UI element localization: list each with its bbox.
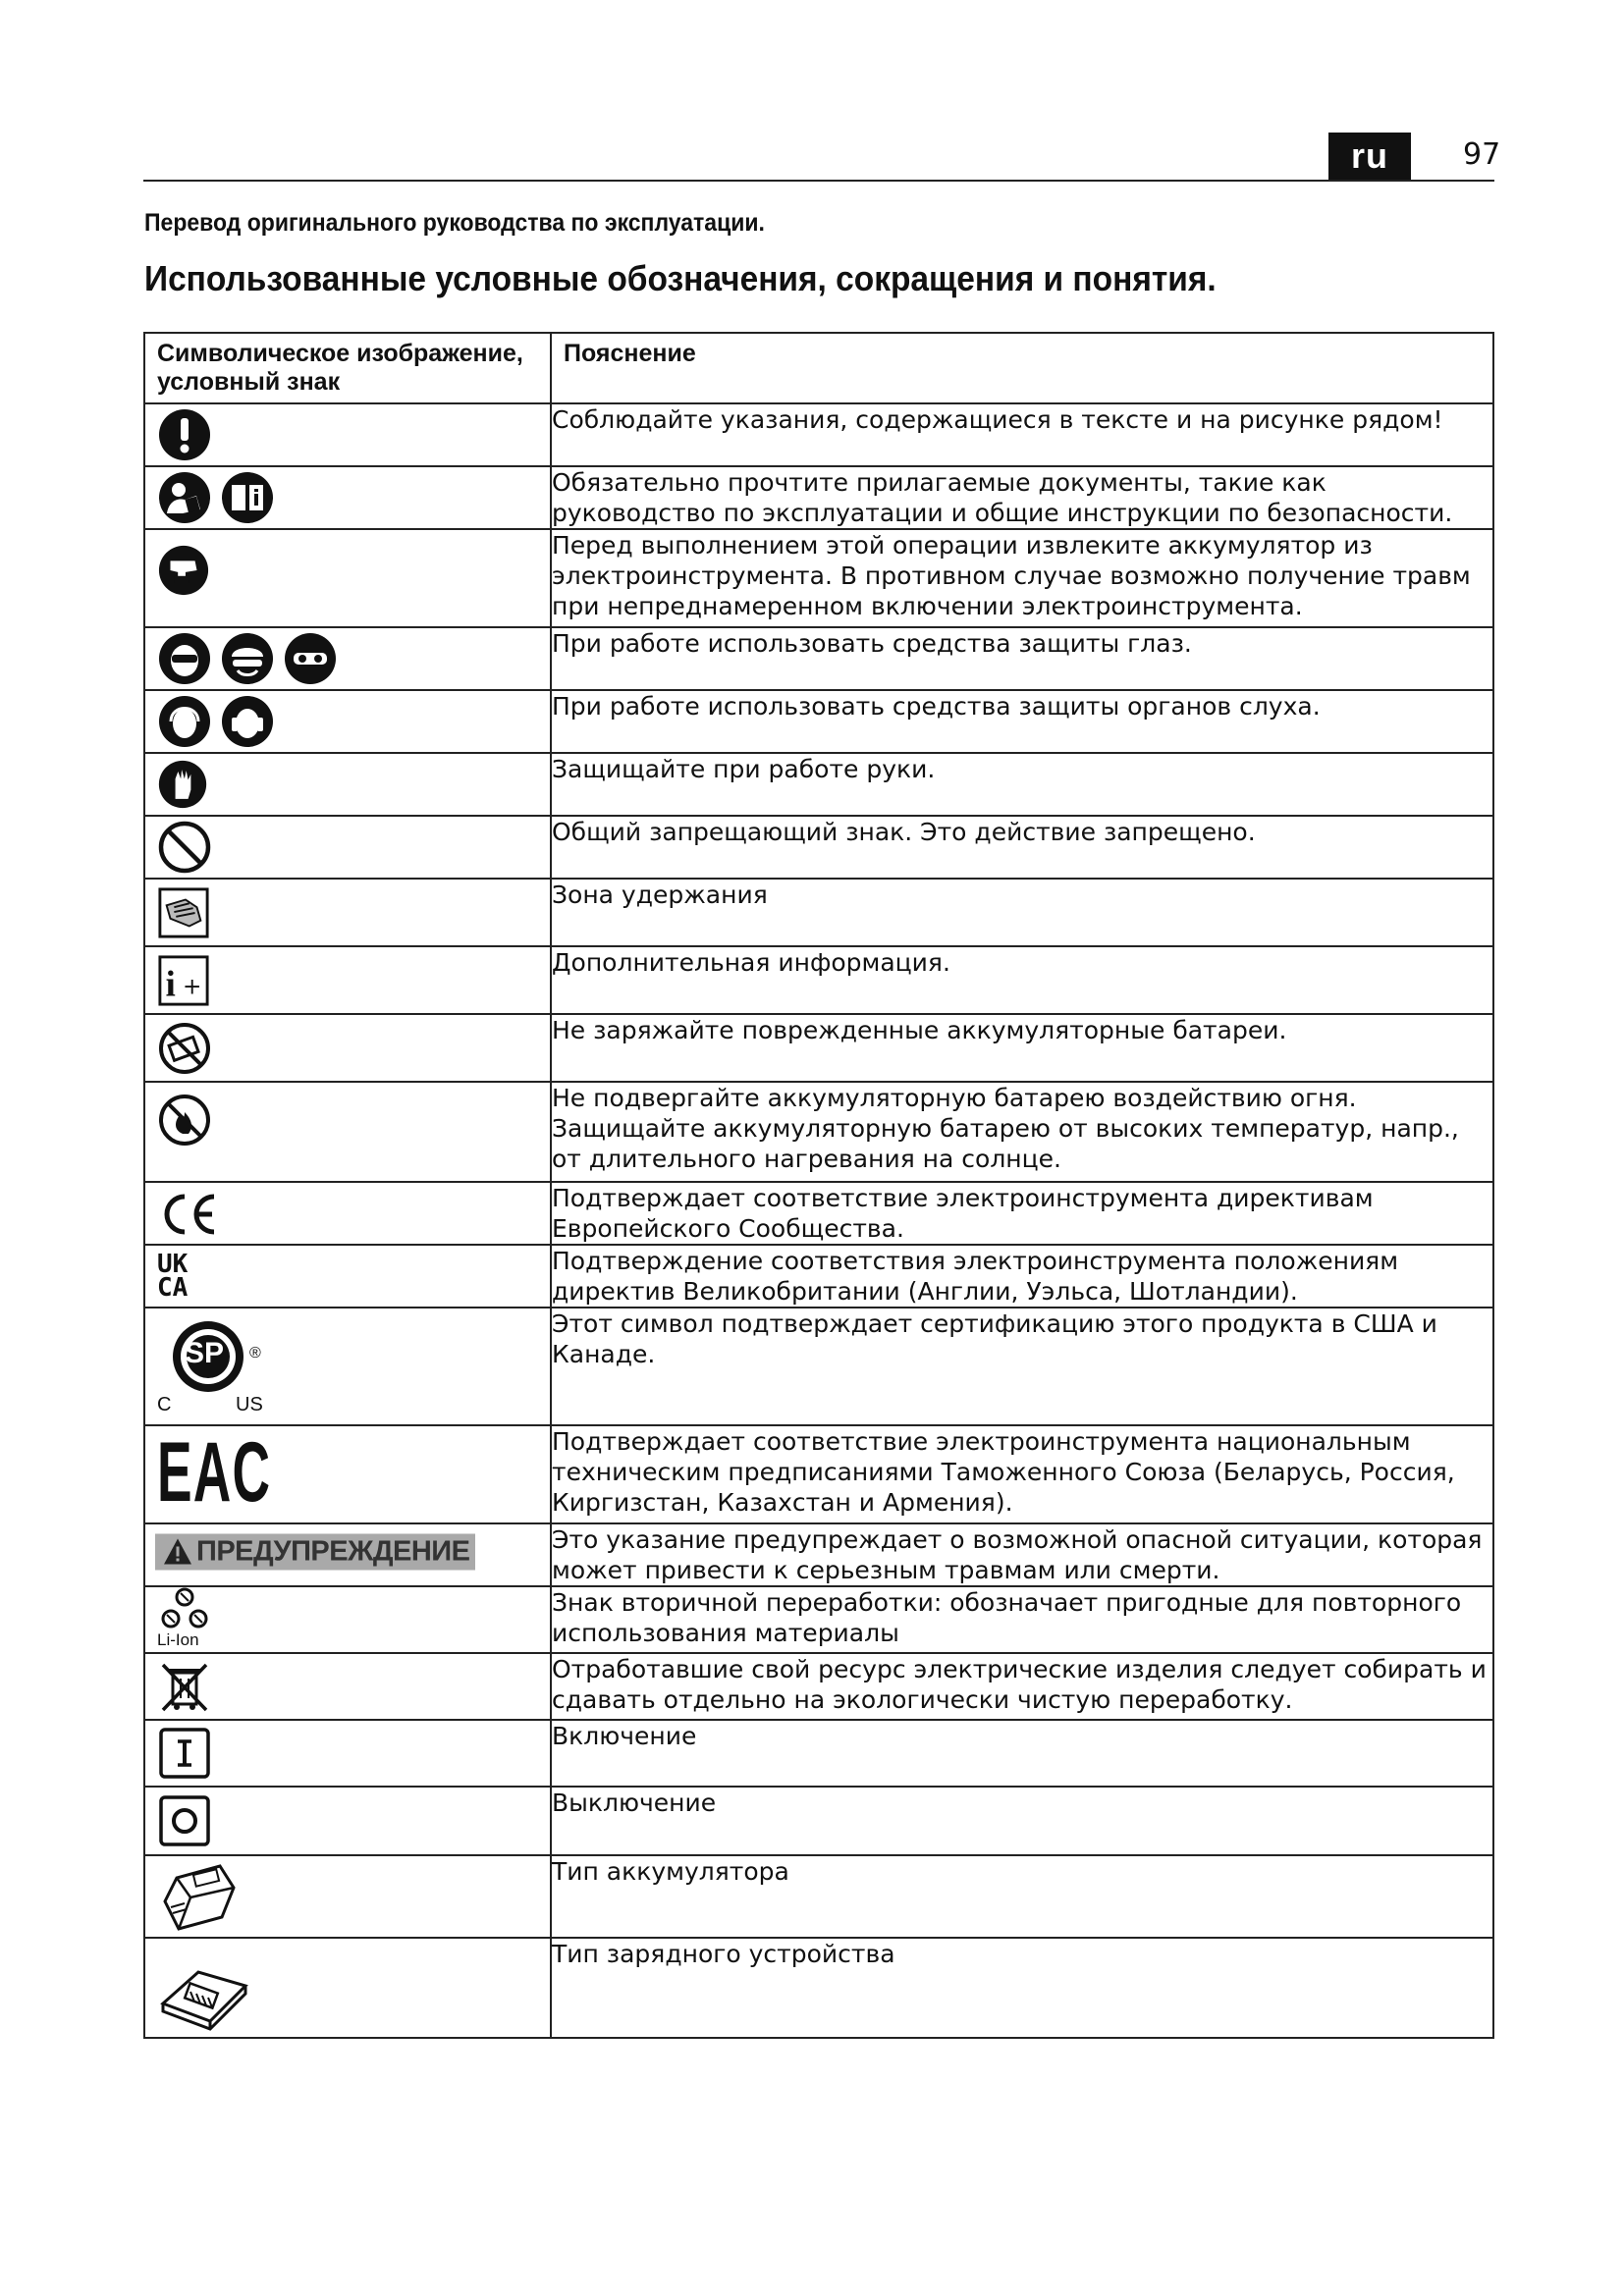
header-rule bbox=[143, 180, 1494, 182]
ce-mark-icon bbox=[157, 1189, 218, 1238]
weee-bin-icon bbox=[157, 1659, 212, 1714]
ca-text: CA bbox=[157, 1273, 189, 1303]
table-row bbox=[144, 946, 1493, 1014]
row-text: Общий запрещающий знак. Это действие запрещено. bbox=[551, 816, 1493, 879]
page-title: Использованные условные обозначения, сокращения и понятия. bbox=[144, 258, 1217, 298]
battery-type-icon bbox=[157, 1858, 240, 1935]
col-header-explanation: Пояснение bbox=[551, 333, 1493, 403]
row-text: Подтверждает соответствие электроинструмента национальным техническим предписаниями Таможенного Союза (Беларусь, Россия, Киргизстан, Казахстан и Армения). bbox=[551, 1425, 1493, 1523]
row-text: Включение bbox=[551, 1720, 1493, 1787]
row-text: При работе использовать средства защиты глаз. bbox=[551, 627, 1493, 690]
row-text: Перед выполнением этой операции извлеките аккумулятор из электроинструмента. В противном случае возможно получение травм при непреднамеренном включении электроинструмента. bbox=[551, 529, 1493, 627]
manual-book-icon bbox=[220, 470, 275, 525]
csa-mark-icon bbox=[157, 1317, 265, 1415]
csa-c-text: C bbox=[157, 1394, 172, 1415]
table-row bbox=[144, 1182, 1493, 1245]
col-header-symbol: Символическое изображение, условный знак bbox=[144, 333, 551, 403]
safety-goggles-icon bbox=[283, 631, 338, 686]
table-row bbox=[144, 753, 1493, 816]
table-row bbox=[144, 1082, 1493, 1182]
plus-glyph: + bbox=[183, 974, 202, 999]
table-row bbox=[144, 403, 1493, 466]
row-text: Обязательно прочтите прилагаемые документы, такие как руководство по эксплуатации и общие инструкции по безопасности. bbox=[551, 466, 1493, 529]
row-text: Знак вторичной переработки: обозначает пригодные для повторного использования материалы bbox=[551, 1586, 1493, 1653]
csa-center-text: SP bbox=[185, 1337, 225, 1369]
row-text: Отработавшие свой ресурс электрические изделия следует собирать и сдавать отдельно на экологически чистую переработку. bbox=[551, 1653, 1493, 1720]
table-row bbox=[144, 1245, 1493, 1308]
grip-zone-icon bbox=[157, 886, 210, 939]
row-text: Не подвергайте аккумуляторную батарею воздействию огня. Защищайте аккумуляторную батарею от высоких температур, напр., от длительного нагревания на солнце. bbox=[551, 1082, 1493, 1182]
warning-label-text: ПРЕДУПРЕЖДЕНИЕ bbox=[196, 1535, 470, 1568]
table-row bbox=[144, 1014, 1493, 1082]
page-number: 97 bbox=[1463, 137, 1501, 172]
row-text: Защищайте при работе руки. bbox=[551, 753, 1493, 816]
csa-us-text: US bbox=[236, 1394, 263, 1415]
prohibition-icon bbox=[157, 820, 212, 875]
row-text: Выключение bbox=[551, 1787, 1493, 1855]
recycling-li-ion-icon bbox=[155, 1587, 214, 1652]
li-ion-text: Li-Ion bbox=[157, 1630, 199, 1649]
charger-type-icon bbox=[157, 1958, 251, 2033]
table-row bbox=[144, 529, 1493, 627]
hand-protection-icon bbox=[157, 759, 208, 810]
table-row bbox=[144, 816, 1493, 879]
read-manual-icon bbox=[157, 470, 212, 525]
language-badge: ru bbox=[1328, 133, 1411, 180]
face-shield-icon bbox=[157, 631, 212, 686]
ukca-mark-icon bbox=[157, 1250, 189, 1303]
no-charge-damaged-battery-icon bbox=[157, 1021, 212, 1076]
table-row bbox=[144, 879, 1493, 946]
table-row bbox=[144, 1855, 1493, 1938]
attention-icon bbox=[157, 407, 212, 462]
table-row bbox=[144, 1720, 1493, 1787]
table-row bbox=[144, 1653, 1493, 1720]
row-text: Тип зарядного устройства bbox=[551, 1938, 1493, 2038]
symbols-table bbox=[143, 332, 1494, 2039]
power-on-icon bbox=[157, 1726, 212, 1781]
row-text: Не заряжайте поврежденные аккумуляторные батареи. bbox=[551, 1014, 1493, 1082]
ear-muffs-icon bbox=[220, 694, 275, 749]
eye-protection-icon bbox=[220, 631, 275, 686]
document-subtitle: Перевод оригинального руководства по эксплуатации. bbox=[144, 209, 765, 237]
table-header-row bbox=[144, 333, 1493, 403]
warning-label-icon bbox=[155, 1533, 475, 1570]
row-text: Тип аккумулятора bbox=[551, 1855, 1493, 1938]
row-text: Дополнительная информация. bbox=[551, 946, 1493, 1014]
no-fire-battery-icon bbox=[157, 1093, 212, 1148]
row-text: Подтверждает соответствие электроинструмента директивам Европейского Сообщества. bbox=[551, 1182, 1493, 1245]
table-row bbox=[144, 690, 1493, 753]
row-text: Это указание предупреждает о возможной опасной ситуации, которая может привести к серьезным травмам или смерти. bbox=[551, 1523, 1493, 1586]
table-row bbox=[144, 1586, 1493, 1653]
warning-triangle-icon bbox=[163, 1538, 192, 1566]
power-off-icon bbox=[157, 1793, 212, 1848]
row-text: Этот символ подтверждает сертификацию этого продукта в США и Канаде. bbox=[551, 1308, 1493, 1425]
remove-battery-icon bbox=[157, 544, 210, 597]
table-row bbox=[144, 1787, 1493, 1855]
table-row bbox=[144, 1938, 1493, 2038]
table-row bbox=[144, 466, 1493, 529]
row-text: При работе использовать средства защиты органов слуха. bbox=[551, 690, 1493, 753]
row-text: Подтверждение соответствия электроинструмента положениям директив Великобритании (Англии, Уэльса, Шотландии). bbox=[551, 1245, 1493, 1308]
uk-text: UK bbox=[157, 1250, 189, 1279]
csa-reg-text: ® bbox=[249, 1345, 261, 1362]
row-text: Соблюдайте указания, содержащиеся в тексте и на рисунке рядом! bbox=[551, 403, 1493, 466]
table-row bbox=[144, 1425, 1493, 1523]
info-plus-icon bbox=[157, 954, 210, 1007]
table-row bbox=[144, 1523, 1493, 1586]
eac-mark-icon: EAC bbox=[157, 1425, 272, 1521]
row-text: Зона удержания bbox=[551, 879, 1493, 946]
hearing-protection-icon bbox=[157, 694, 212, 749]
table-row bbox=[144, 627, 1493, 690]
table-row bbox=[144, 1308, 1493, 1425]
info-glyph: i bbox=[165, 962, 176, 1003]
